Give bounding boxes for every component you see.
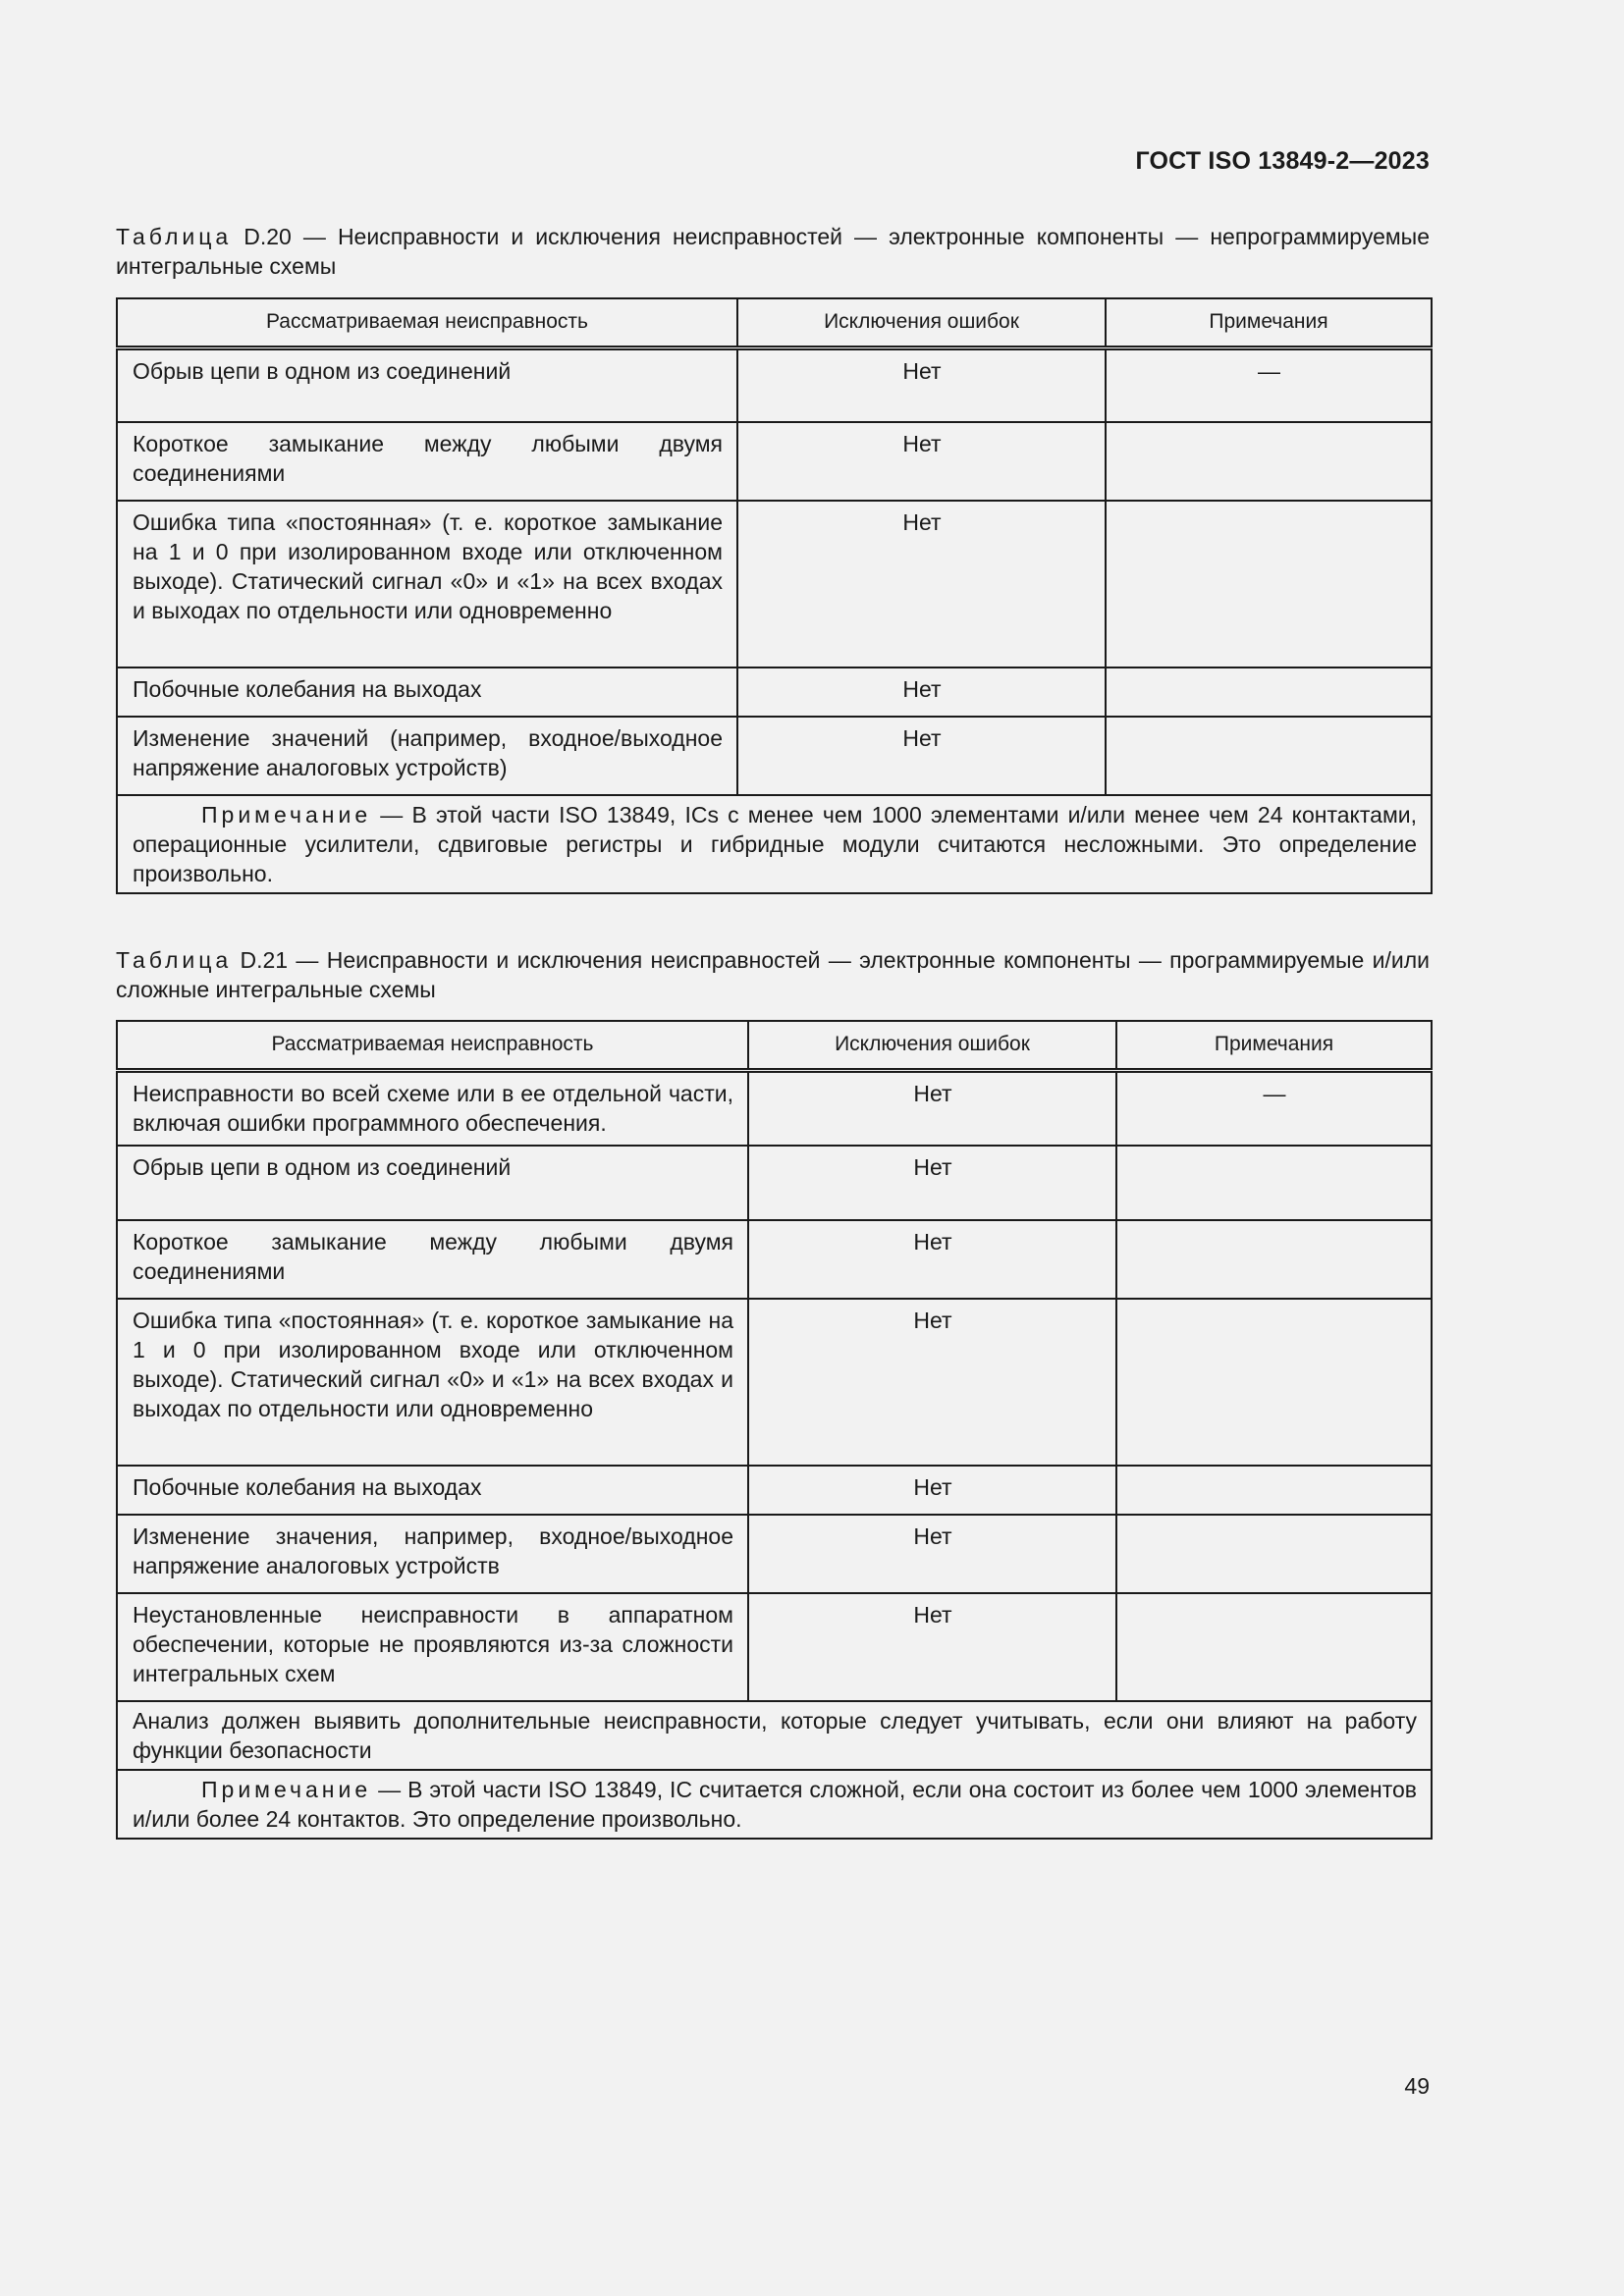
caption-text: D.21 — Неисправности и исключения неисправностей — электронные компоненты — программируемые и/или сложные интегральные схемы: [116, 947, 1430, 1002]
note-cell: [1106, 422, 1432, 501]
fault-cell: Ошибка типа «постоянная» (т. е. короткое замыкание на 1 и 0 при изолированном входе или отключенном выходе). Статический сигнал «0» и «1» на всех входах и выходах по отдельности или одновременно: [117, 501, 737, 667]
footnote-label: Примечание: [201, 802, 372, 828]
table-row: [117, 1515, 1432, 1593]
footnote-label: Примечание: [201, 1777, 372, 1802]
note-cell: [1116, 1146, 1432, 1220]
fault-cell: Изменение значений (например, входное/выходное напряжение аналоговых устройств): [117, 717, 737, 795]
exclusion-cell: Нет: [737, 667, 1106, 717]
note-cell: —: [1116, 1070, 1432, 1146]
table-row: [117, 667, 1432, 717]
column-header-fault: Рассматриваемая неисправность: [117, 1021, 748, 1070]
exclusion-cell: Нет: [748, 1593, 1116, 1701]
fault-cell: Побочные колебания на выходах: [117, 667, 737, 717]
fault-cell: Изменение значения, например, входное/выходное напряжение аналоговых устройств: [117, 1515, 748, 1593]
fault-cell: Обрыв цепи в одном из соединений: [117, 1146, 748, 1220]
table-row: [117, 1593, 1432, 1701]
footnote-text: — В этой части ISO 13849, IC считается сложной, если она состоит из более чем 1000 элементов и/или более 24 контактов. Это определение произвольно.: [133, 1777, 1417, 1832]
exclusion-cell: Нет: [748, 1299, 1116, 1466]
table-row: [117, 1299, 1432, 1466]
fault-cell: Ошибка типа «постоянная» (т. е. короткое замыкание на 1 и 0 при изолированном входе или отключенном выходе). Статический сигнал «0» и «1» на всех входах и выходах по отдельности или одновременно: [117, 1299, 748, 1466]
caption-text: D.20 — Неисправности и исключения неисправностей — электронные компоненты — непрограммируемые интегральные схемы: [116, 224, 1430, 279]
exclusion-cell: Нет: [748, 1146, 1116, 1220]
exclusion-cell: Нет: [737, 422, 1106, 501]
table-row: [117, 1146, 1432, 1220]
column-header-notes: Примечания: [1116, 1021, 1432, 1070]
column-header-exclusion: Исключения ошибок: [737, 298, 1106, 347]
caption-label: Таблица: [116, 947, 233, 973]
table-header-row: [117, 298, 1432, 347]
table-row: [117, 347, 1432, 422]
fault-cell: Короткое замыкание между любыми двумя соединениями: [117, 1220, 748, 1299]
column-header-fault: Рассматриваемая неисправность: [117, 298, 737, 347]
page-number: 49: [1404, 2073, 1430, 2099]
table-footnote-row: [117, 795, 1432, 893]
column-header-notes: Примечания: [1106, 298, 1432, 347]
note-cell: [1116, 1466, 1432, 1515]
exclusion-cell: Нет: [737, 717, 1106, 795]
table-row: [117, 1466, 1432, 1515]
table-d21: [116, 1020, 1433, 1840]
table-d20-caption: [116, 222, 1430, 281]
exclusion-cell: Нет: [737, 347, 1106, 422]
caption-label: Таблица: [116, 224, 233, 249]
exclusion-cell: Нет: [748, 1466, 1116, 1515]
analysis-cell: Анализ должен выявить дополнительные неисправности, которые следует учитывать, если они влияют на работу функции безопасности: [117, 1701, 1432, 1770]
table-footnote: [117, 1770, 1432, 1839]
table-footnote: [117, 795, 1432, 893]
note-cell: [1116, 1299, 1432, 1466]
table-row: [117, 501, 1432, 667]
note-cell: [1116, 1220, 1432, 1299]
table-row: [117, 1220, 1432, 1299]
exclusion-cell: Нет: [748, 1515, 1116, 1593]
table-row: [117, 1070, 1432, 1146]
table-row: [117, 422, 1432, 501]
note-cell: [1106, 667, 1432, 717]
table-footnote-row: [117, 1770, 1432, 1839]
table-d21-caption: [116, 945, 1430, 1004]
fault-cell: Короткое замыкание между любыми двумя соединениями: [117, 422, 737, 501]
document-code: ГОСТ ISO 13849-2—2023: [1135, 147, 1430, 175]
table-header-row: [117, 1021, 1432, 1070]
table-row: [117, 717, 1432, 795]
fault-cell: Побочные колебания на выходах: [117, 1466, 748, 1515]
footnote-text: — В этой части ISO 13849, ICs с менее чем 1000 элементами и/или менее чем 24 контактами, операционные усилители, сдвиговые регистры и гибридные модули считаются несложными. Это определение произвольно.: [133, 802, 1417, 886]
column-header-exclusion: Исключения ошибок: [748, 1021, 1116, 1070]
exclusion-cell: Нет: [748, 1070, 1116, 1146]
fault-cell: Обрыв цепи в одном из соединений: [117, 347, 737, 422]
table-d20: [116, 297, 1433, 894]
table-analysis-row: [117, 1701, 1432, 1770]
note-cell: [1116, 1515, 1432, 1593]
fault-cell: Неисправности во всей схеме или в ее отдельной части, включая ошибки программного обеспечения.: [117, 1070, 748, 1146]
exclusion-cell: Нет: [748, 1220, 1116, 1299]
note-cell: [1106, 501, 1432, 667]
exclusion-cell: Нет: [737, 501, 1106, 667]
note-cell: —: [1106, 347, 1432, 422]
fault-cell: Неустановленные неисправности в аппаратном обеспечении, которые не проявляются из-за сложности интегральных схем: [117, 1593, 748, 1701]
note-cell: [1116, 1593, 1432, 1701]
note-cell: [1106, 717, 1432, 795]
